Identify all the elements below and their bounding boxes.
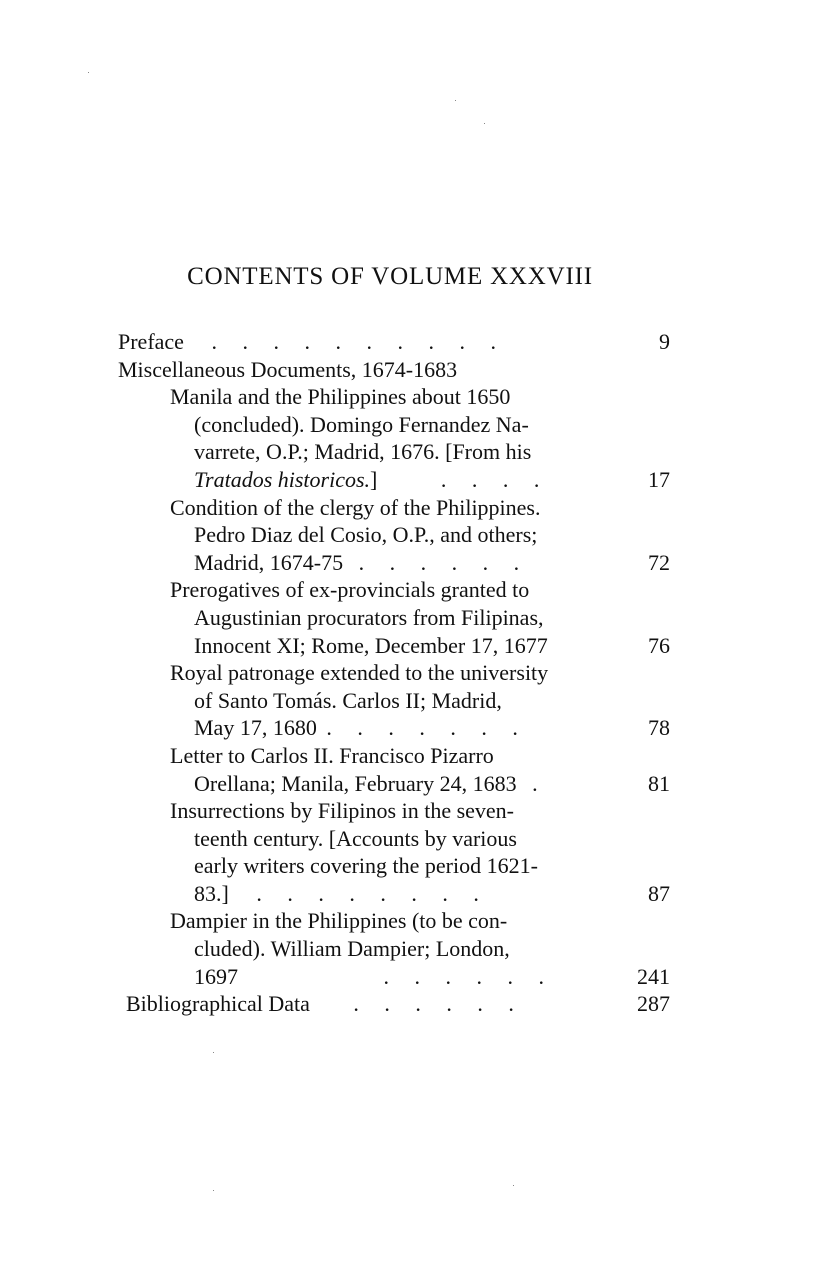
toc-entry: Prerogatives of ex-provincials granted to Augustinian procurators from Filipinas, Innocent XI; Rome, December 17, 1677 76 [170, 577, 670, 658]
scan-speck [484, 123, 485, 124]
toc-entry: Manila and the Philippines about 1650 (concluded). Domingo Fernandez Na- varrete, O.P.; Madrid, 1676. [From his Tratados historicos.] . . . . 17 [170, 384, 670, 492]
scan-speck [513, 1185, 514, 1186]
toc-page-number: 287 [637, 991, 670, 1017]
toc-entry: Dampier in the Philippines (to be con- cluded). William Dampier; London, 1697 . . . . . . 241 [170, 908, 670, 989]
toc-page-number: 78 [648, 715, 670, 741]
toc-entry-bibliography: Bibliographical Data . . . . . . 287 [126, 991, 670, 1017]
toc-page-number: 72 [648, 549, 670, 575]
toc-entry: Insurrections by Filipinos in the seven- teenth century. [Accounts by various early writers covering the period 1621- 83.] . . . . . . . . 87 [170, 798, 670, 906]
scan-speck [213, 1190, 214, 1191]
page-title: CONTENTS OF VOLUME XXXVIII [187, 263, 593, 290]
toc-entry: Condition of the clergy of the Philippines. Pedro Diaz del Cosio, O.P., and others; Madrid, 1674-75 . . . . . . 72 [170, 494, 670, 575]
toc-entry-preface: Preface . . . . . . . . . . 9 [118, 329, 670, 354]
scan-speck [213, 1052, 214, 1053]
toc-page-number: 81 [648, 770, 670, 796]
toc-entry: Letter to Carlos II. Francisco Pizarro Orellana; Manila, February 24, 1683 . 81 [170, 742, 670, 796]
toc-page-number: 9 [659, 329, 670, 354]
toc-page-number: 76 [648, 632, 670, 658]
scan-speck [88, 72, 89, 73]
scan-speck [455, 100, 456, 101]
toc-entry: Royal patronage extended to the university of Santo Tomás. Carlos II; Madrid, May 17, 1680 . . . . . . . 78 [170, 660, 670, 741]
toc-label: Bibliographical Data [126, 991, 310, 1017]
toc-italic-title: Tratados historicos. [194, 466, 371, 492]
table-of-contents [118, 328, 678, 1018]
toc-label: Preface [118, 329, 184, 354]
toc-page-number: 241 [637, 963, 670, 989]
toc-page-number: 87 [648, 880, 670, 906]
toc-section-heading: Miscellaneous Documents, 1674-1683 [118, 356, 458, 382]
toc-page-number: 17 [648, 466, 670, 492]
